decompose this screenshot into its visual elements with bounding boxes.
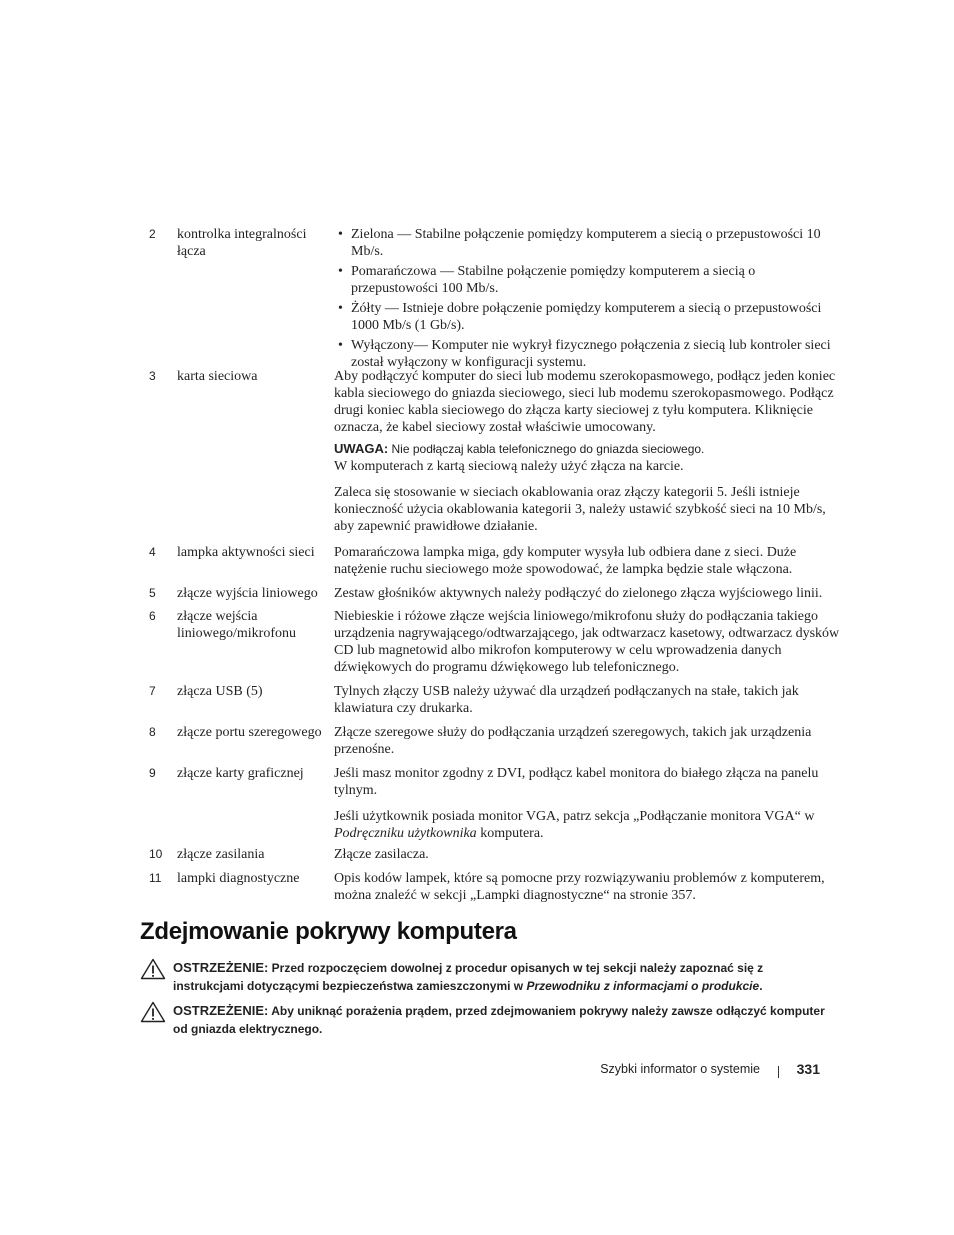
note-label: UWAGA:: [334, 441, 389, 456]
status-list: [334, 226, 840, 371]
warning-notice: [140, 1002, 830, 1038]
paragraph: [334, 808, 840, 842]
warning-label: OSTRZEŻENIE:: [173, 960, 269, 975]
table-row: [140, 608, 840, 683]
table-row: [140, 544, 840, 585]
list-item: • Pomarańczowa — Stabilne połączenie pomiędzy komputerem a siecią o przepustowości 100 Mb/s.: [334, 263, 840, 297]
paragraph: Jeśli masz monitor zgodny z DVI, podłącz kabel monitora do białego złącza na panelu tylnym.: [334, 766, 819, 798]
table-row: [140, 870, 840, 911]
text-run: komputera.: [476, 826, 544, 841]
paragraph: Niebieskie i różowe złącze wejścia liniowego/mikrofonu służy do podłączania takiego urządzenia nagrywającego/odtwarzającego, jak odtwarzacz kasetowy, odtwarzacz dysków CD lub magnetowid albo mikrofon komputerowy w celu wprowadzenia danych dźwiękowych do programu dźwiękowego lub telefonicznego.: [334, 609, 840, 675]
item-name: karta sieciowa: [177, 369, 258, 384]
table-row: [140, 683, 840, 724]
item-description: [334, 585, 840, 602]
item-description: [334, 683, 840, 717]
table-row: [140, 226, 840, 368]
paragraph: Opis kodów lampek, które są pomocne przy rozwiązywaniu problemów z komputerem, można znaleźć w sekcji „Lampki diagnostyczne“ na stronie 357.: [334, 871, 825, 903]
table-row: [140, 765, 840, 846]
note: [334, 440, 840, 458]
item-description: [334, 846, 840, 863]
paragraph: Aby podłączyć komputer do sieci lub modemu szerokopasmowego, podłącz jeden koniec kabla sieciowego do gniazda sieciowego, sieci lub modemu szerokopasmowego. Podłącz drugi koniec kabla sieciowego do złącza karty sieciowej z tyłu komputera. Kliknięcie oznacza, że kabel sieciowy został właściwie umocowany.: [334, 369, 836, 435]
item-number: 4: [149, 545, 156, 559]
list-item: • Żółty — Istnieje dobre połączenie pomiędzy komputerem a siecią o przepustowości 1000 Mb/s (1 Gb/s).: [334, 300, 840, 334]
item-description: [334, 724, 840, 758]
item-description: [334, 544, 840, 578]
text-run: Jeśli użytkownik posiada monitor VGA, patrz sekcja „Podłączanie monitora VGA“ w: [334, 809, 815, 824]
item-description: [334, 870, 840, 904]
item-number: 6: [149, 609, 156, 623]
item-name: kontrolka integralności łącza: [177, 227, 307, 259]
book-title: Podręczniku użytkownika: [334, 826, 477, 841]
page-footer: [560, 1061, 822, 1079]
footer-section: Szybki informator o systemie: [600, 1062, 760, 1076]
item-number: 7: [149, 684, 156, 698]
item-number: 8: [149, 725, 156, 739]
table-row: [140, 846, 840, 870]
warning-text: [173, 1002, 830, 1038]
paragraph: Zestaw głośników aktywnych należy podłączyć do zielonego złącza wyjściowego linii.: [334, 586, 823, 601]
item-description: [334, 368, 840, 535]
list-item: • Zielona — Stabilne połączenie pomiędzy komputerem a siecią o przepustowości 10 Mb/s.: [334, 226, 840, 260]
paragraph: Zaleca się stosowanie w sieciach okablowania oraz złączy kategorii 5. Jeśli istnieje konieczność użycia okablowania kategorii 3, należy ustawić szybkość sieci na 10 Mb/s, aby zapewnić prawidłowe działanie.: [334, 485, 826, 534]
table-row: [140, 585, 840, 608]
item-name: złącze zasilania: [177, 847, 265, 862]
paragraph: W komputerach z kartą sieciową należy użyć złącza na karcie.: [334, 459, 684, 474]
item-name: złącze karty graficznej: [177, 766, 304, 781]
item-number: 10: [149, 847, 163, 861]
table-row: [140, 724, 840, 765]
connector-table: [140, 226, 840, 911]
table-row: [140, 368, 840, 544]
warning-label: OSTRZEŻENIE:: [173, 1003, 269, 1018]
item-number: 11: [149, 871, 162, 885]
footer-divider: [778, 1066, 779, 1078]
item-description: [334, 226, 840, 371]
text-run: Przed rozpoczęciem dowolnej z procedur opisanych w tej sekcji należy zapoznać się z instrukcjami dotyczącymi bezpieczeństwa zamieszczonymi w: [173, 961, 764, 993]
item-name: lampka aktywności sieci: [177, 545, 315, 560]
page-number: 331: [796, 1061, 820, 1077]
warning-triangle-icon: [140, 958, 166, 980]
item-name: złącze wyjścia liniowego: [177, 586, 318, 601]
item-number: 3: [149, 369, 156, 383]
warning-notice: [140, 959, 830, 995]
item-number: 5: [149, 586, 156, 600]
book-title: Przewodniku z informacjami o produkcie: [526, 978, 760, 993]
list-item: • Wyłączony— Komputer nie wykrył fizycznego połączenia z siecią lub kontroler sieci został wyłączony w konfiguracji systemu.: [334, 337, 840, 371]
paragraph: Złącze szeregowe służy do podłączania urządzeń szeregowych, takich jak urządzenia przenośne.: [334, 725, 812, 757]
item-description: [334, 608, 840, 676]
item-number: 9: [149, 766, 156, 780]
warning-text: [173, 959, 830, 995]
item-number: 2: [149, 227, 156, 241]
item-name: lampki diagnostyczne: [177, 871, 300, 886]
item-description: [334, 765, 840, 842]
note-text: Nie podłączaj kabla telefonicznego do gniazda sieciowego.: [388, 442, 705, 456]
text-run: Aby uniknąć porażenia prądem, przed zdejmowaniem pokrywy należy zawsze odłączyć komputer od gniazda elektrycznego.: [173, 1004, 825, 1036]
paragraph: Złącze zasilacza.: [334, 847, 429, 862]
paragraph: Tylnych złączy USB należy używać dla urządzeń podłączanych na stałe, takich jak klawiatura czy drukarka.: [334, 684, 799, 716]
paragraph: Pomarańczowa lampka miga, gdy komputer wysyła lub odbiera dane z sieci. Duże natężenie ruchu sieciowego może spowodować, że lampka będzie stale włączona.: [334, 545, 797, 577]
text-run: .: [759, 978, 763, 993]
warning-triangle-icon: [140, 1001, 166, 1023]
section-title: Zdejmowanie pokrywy komputera: [140, 918, 517, 945]
item-name: złącze wejścia liniowego/mikrofonu: [177, 609, 296, 641]
item-name: złącza USB (5): [177, 684, 263, 699]
item-name: złącze portu szeregowego: [177, 725, 322, 740]
